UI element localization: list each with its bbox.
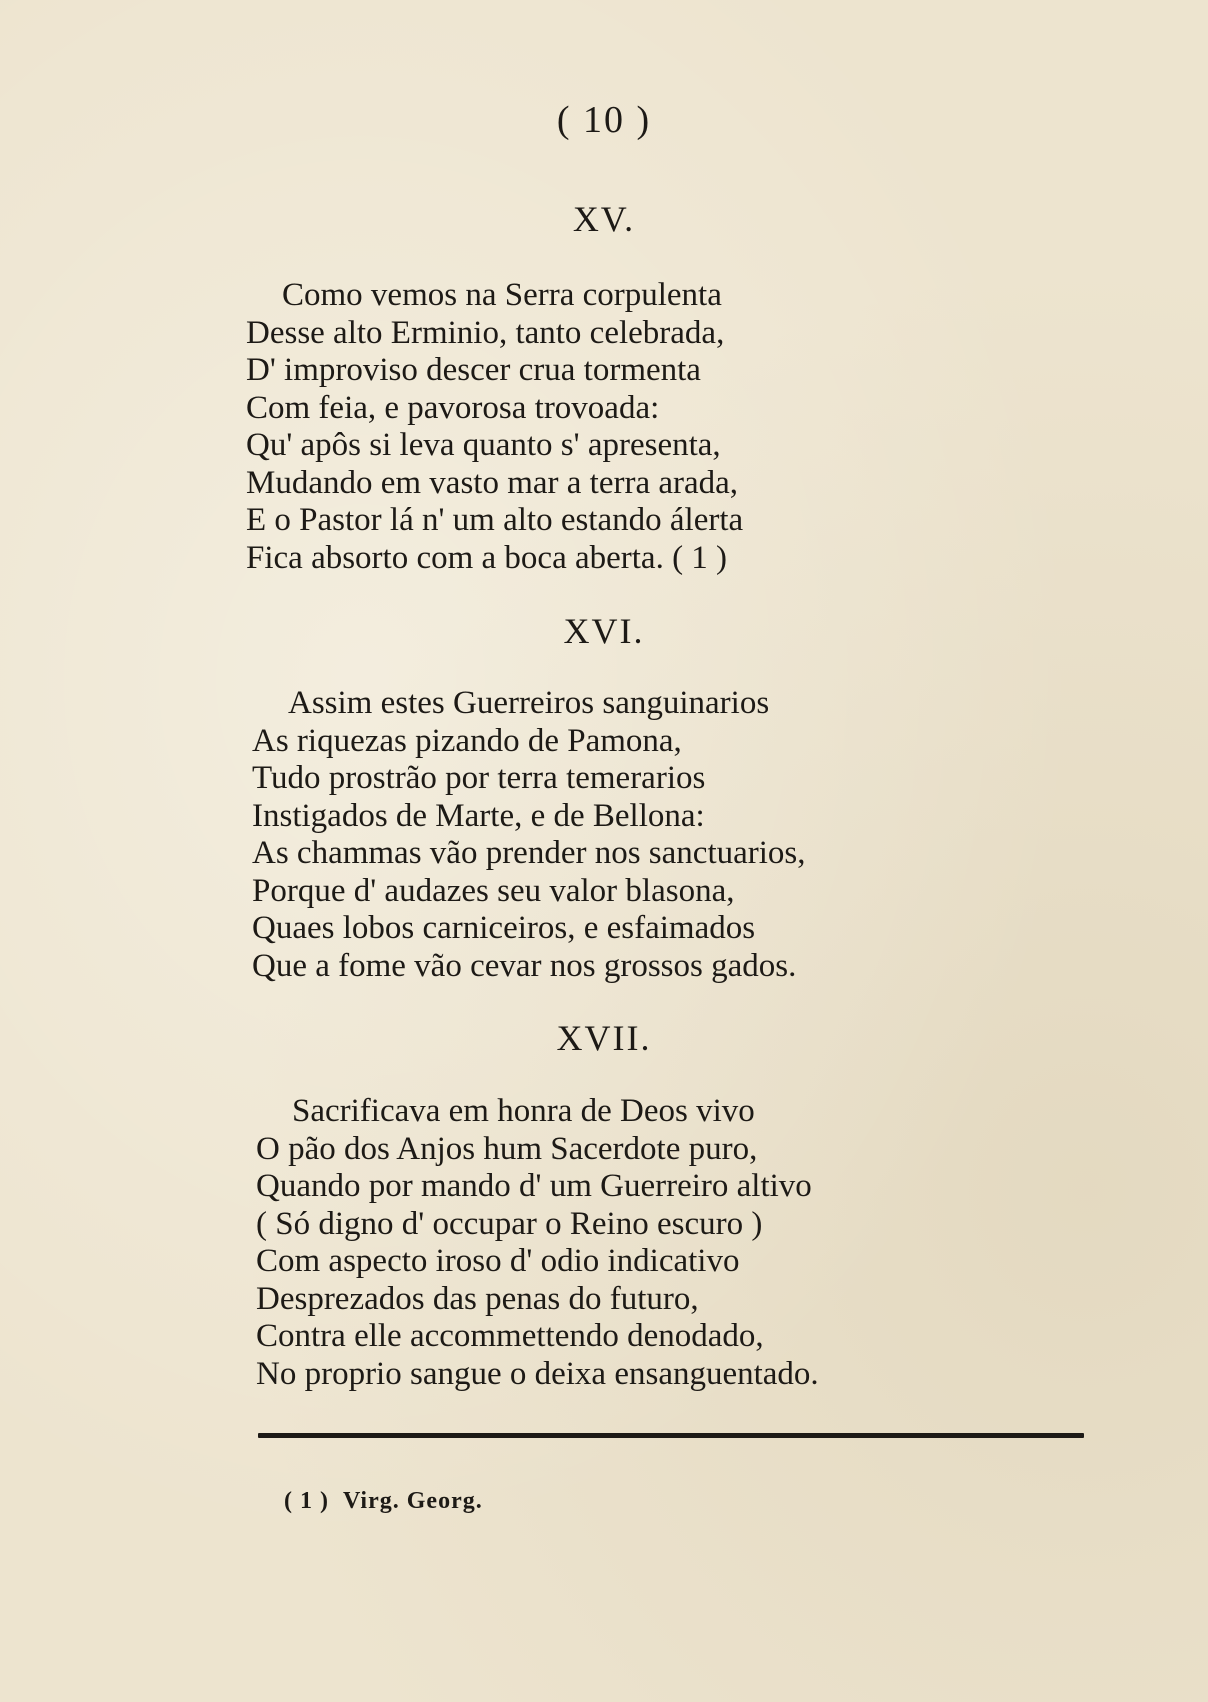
verse-line: Desse alto Erminio, tanto celebrada, <box>246 314 725 351</box>
stanza-xvii <box>256 1093 819 1393</box>
verse-line: No proprio sangue o deixa ensanguentado. <box>256 1355 819 1392</box>
verse-line: O pão dos Anjos hum Sacerdote puro, <box>256 1130 758 1167</box>
verse-line: Fica absorto com a boca aberta. ( 1 ) <box>246 539 728 576</box>
stanza-heading-xvii: XVII. <box>556 1018 652 1058</box>
verse-line: As chammas vão prender nos sanctuarios, <box>252 835 806 871</box>
footnote-divider <box>258 1433 1084 1438</box>
verse-line: Qu' apôs si leva quanto s' apresenta, <box>246 427 721 463</box>
verse-line: Instigados de Marte, e de Bellona: <box>252 797 705 834</box>
verse-line: Quando por mando d' um Guerreiro altivo <box>256 1168 812 1204</box>
verse-line: Desprezados das penas do futuro, <box>256 1280 699 1317</box>
stanza-xv <box>246 277 743 577</box>
verse-line: Com aspecto iroso d' odio indicativo <box>256 1243 740 1279</box>
verse-line: ( Só digno d' occupar o Reino escuro ) <box>256 1205 763 1242</box>
verse-line: Contra elle accommettendo denodado, <box>256 1318 764 1354</box>
verse-line: Tudo prostrão por terra temerarios <box>252 760 706 796</box>
verse-line: Mudando em vasto mar a terra arada, <box>246 464 739 501</box>
verse-line: Como vemos na Serra corpulenta <box>282 277 722 313</box>
verse-line: Quaes lobos carniceiros, e esfaimados <box>252 910 756 946</box>
verse-line: Assim estes Guerreiros sanguinarios <box>288 685 770 721</box>
verse-line: As riquezas pizando de Pamona, <box>252 722 682 759</box>
verse-line: Com feia, e pavorosa trovoada: <box>246 389 660 426</box>
verse-line: Sacrificava em honra de Deos vivo <box>292 1093 755 1129</box>
page-number: ( 10 ) <box>556 99 652 141</box>
verse-line: E o Pastor lá n' um alto estando álerta <box>246 502 744 538</box>
verse-line: D' improviso descer crua tormenta <box>246 352 701 388</box>
stanza-heading-xv: XV. <box>572 199 636 239</box>
verse-line: Que a fome vão cevar nos grossos gados. <box>252 947 797 984</box>
stanza-xvi <box>252 685 806 985</box>
footnote <box>284 1488 483 1515</box>
stanza-heading-xvi: XVI. <box>563 611 645 651</box>
verse-line: Porque d' audazes seu valor blasona, <box>252 872 735 909</box>
footnote-text: Virg. Georg. <box>342 1488 483 1514</box>
footnote-marker: ( 1 ) <box>284 1488 329 1514</box>
